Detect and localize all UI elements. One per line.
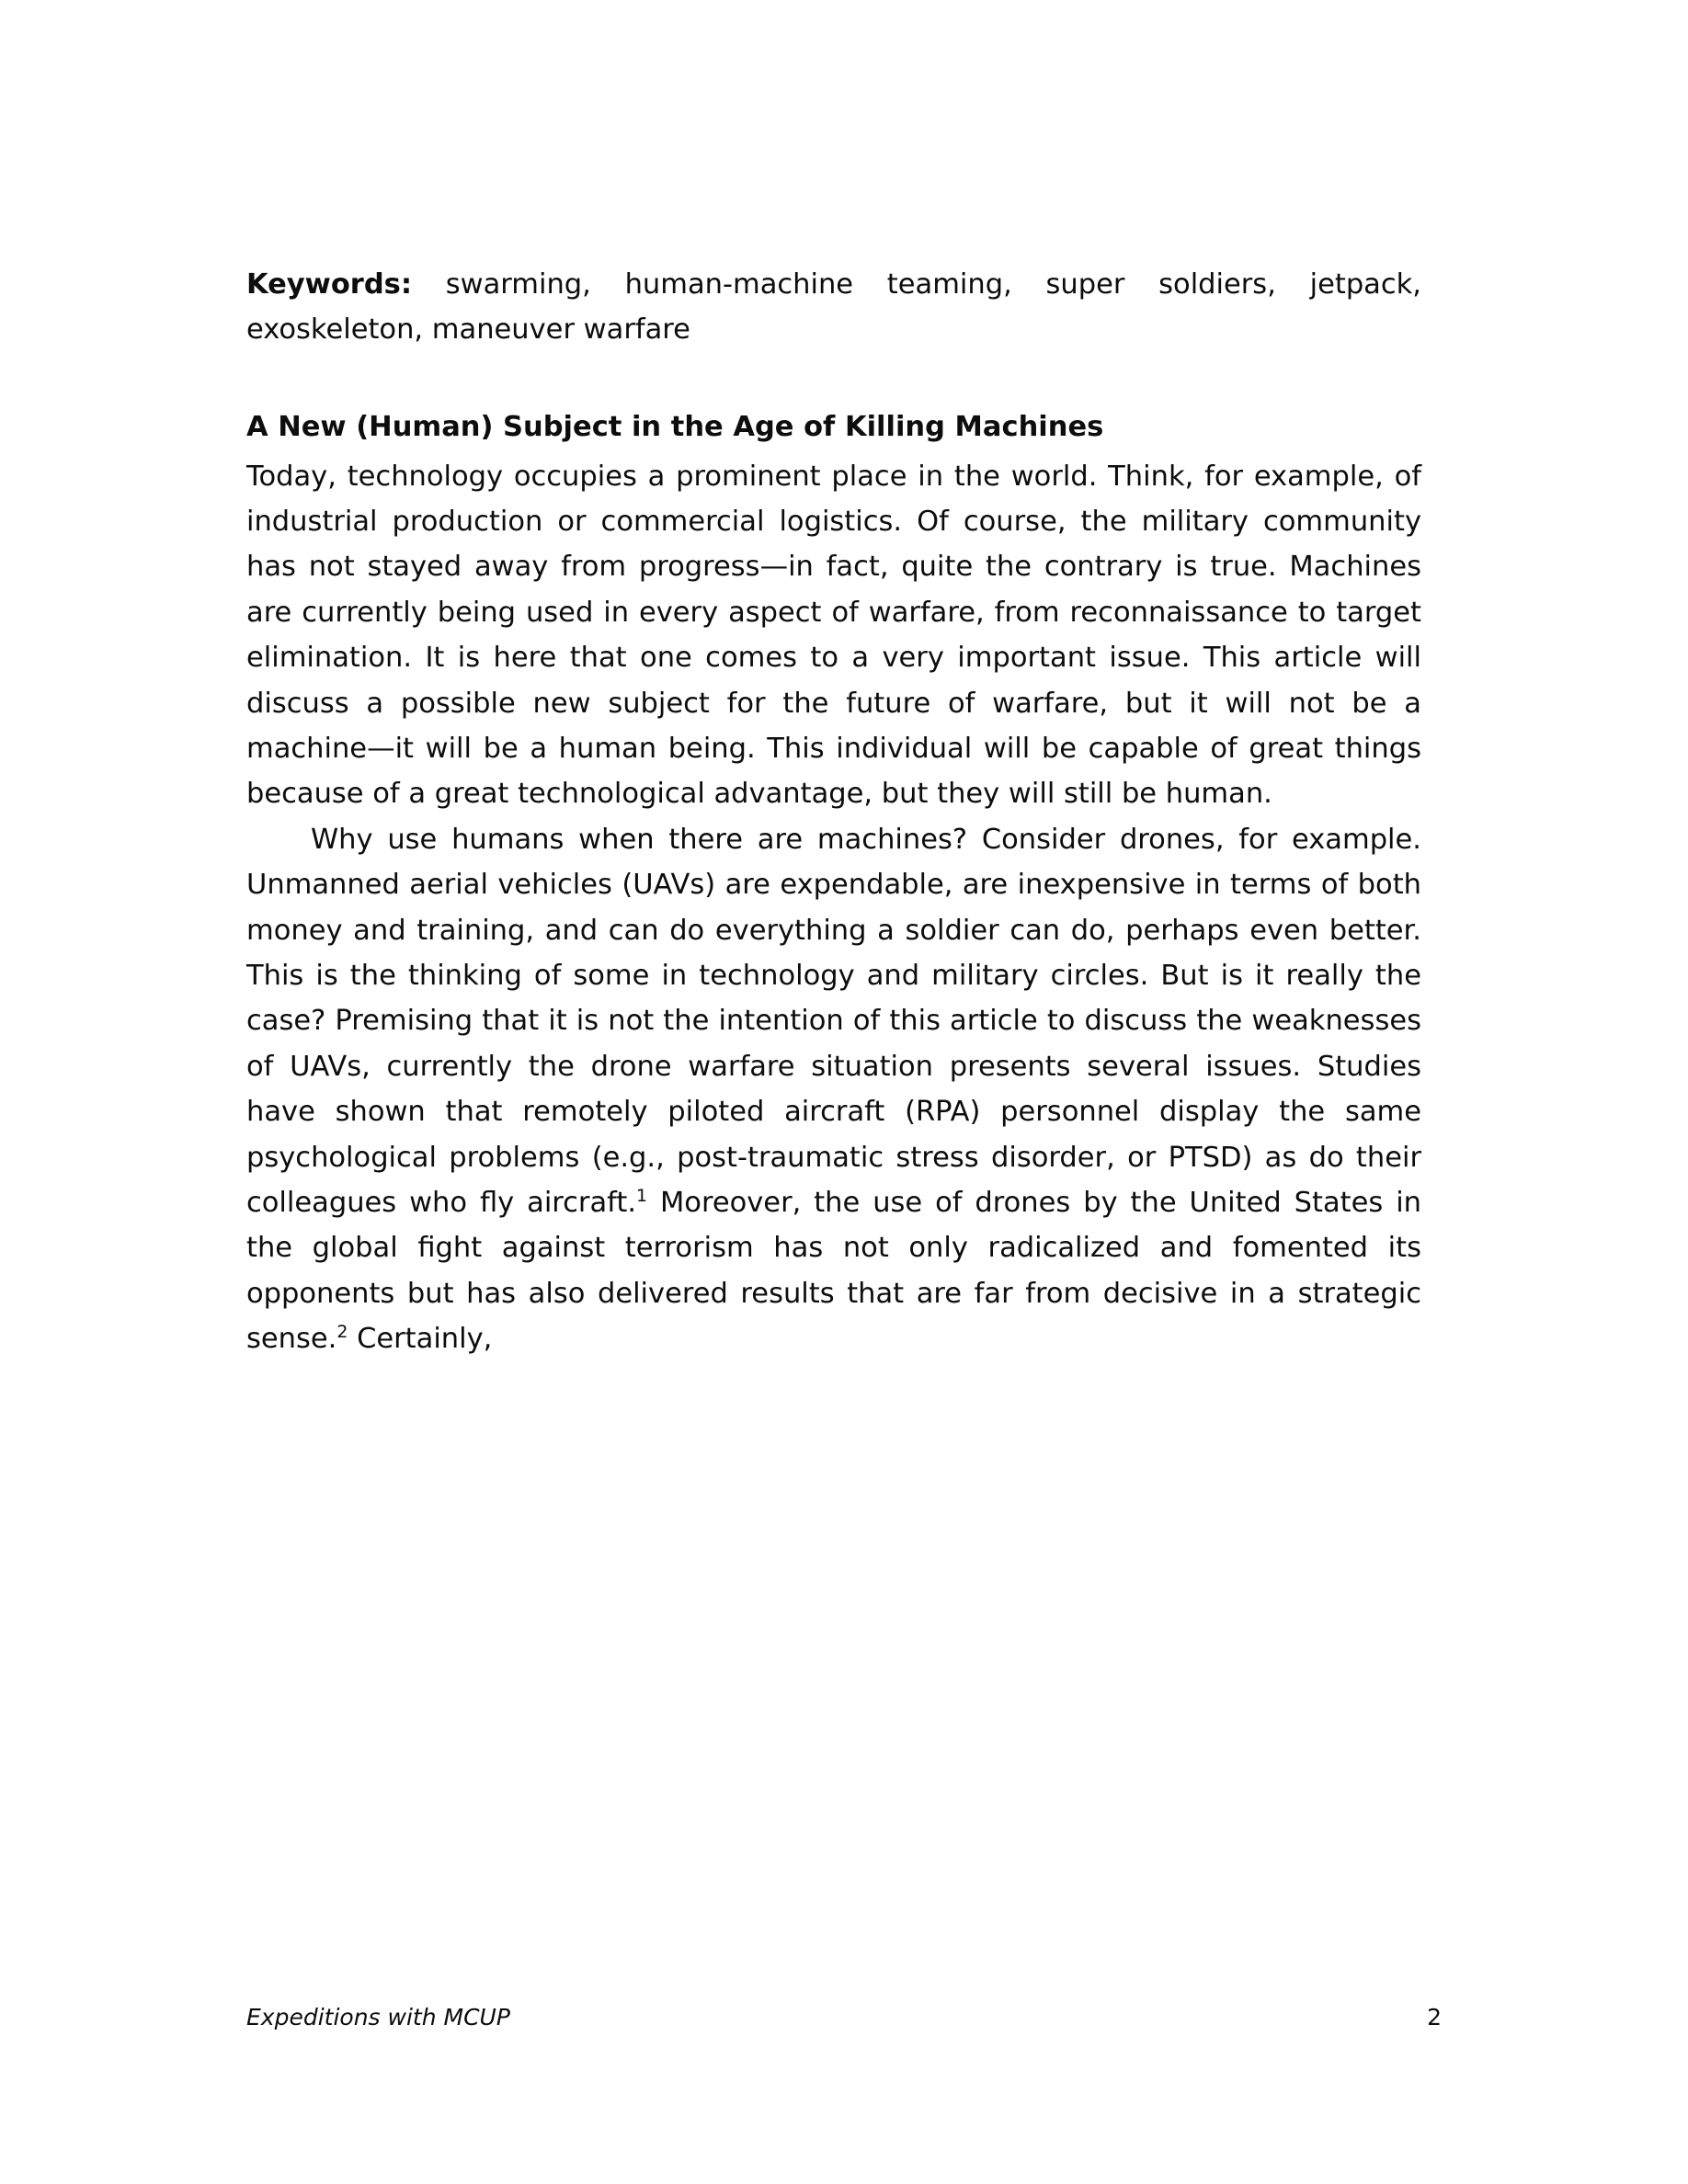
body-paragraph (246, 454, 1421, 817)
keywords-text: swarming, human-machine teaming, super soldiers, jetpack, exoskeleton, maneuver warfare (246, 268, 1421, 347)
page-content (246, 262, 1421, 1362)
footnote-marker[interactable]: 2 (336, 1322, 348, 1343)
footnote-marker[interactable]: 1 (636, 1185, 648, 1206)
keywords-label: Keywords: (246, 268, 413, 301)
paragraph-text: Today, technology occupies a prominent place in the world. Think, for example, of industrial production or commercial logistics. Of course, the military community has not stayed away from progress—in fact, quite the contrary is true. Machines are currently being used in every aspect of warfare, from reconnaissance to target elimination. It is here that one comes to a very important issue. This article will discuss a possible new subject for the future of warfare, but it will not be a machine—it will be a human being. This individual will be capable of great things because of a great technological advantage, but they will still be human. (246, 460, 1421, 811)
body-paragraph (246, 817, 1421, 1362)
paragraph-container (246, 454, 1421, 1362)
section-heading: A New (Human) Subject in the Age of Killing Machines (246, 410, 1104, 443)
paragraph-text: Certainly, (348, 1323, 493, 1356)
keywords-line (246, 262, 1421, 353)
paragraph-text: Moreover, the use of drones by the United States in the global fight against terrorism has not only radicalized and fomented its opponents but has also delivered results that are far from decisive in a strategic sense. (246, 1187, 1421, 1356)
paragraph-text: Why use humans when there are machines? Consider drones, for example. Unmanned aerial vehicles (UAVs) are expendable, are inexpensive in terms of both money and training, and can do everything a soldier can do, perhaps even better. This is the thinking of some in technology and military circles. But is it really the case? Premising that it is not the intention of this article to discuss the weaknesses of UAVs, currently the drone warfare situation presents several issues. Studies have shown that remotely piloted aircraft (RPA) personnel display the same psychological problems (e.g., post-traumatic stress disorder, or PTSD) as do their colleagues who fly aircraft. (246, 823, 1421, 1220)
page-footer (246, 2004, 1442, 2030)
footer-page-number: 2 (1427, 2004, 1442, 2030)
footer-journal-title: Expeditions with MCUP (246, 2004, 510, 2030)
